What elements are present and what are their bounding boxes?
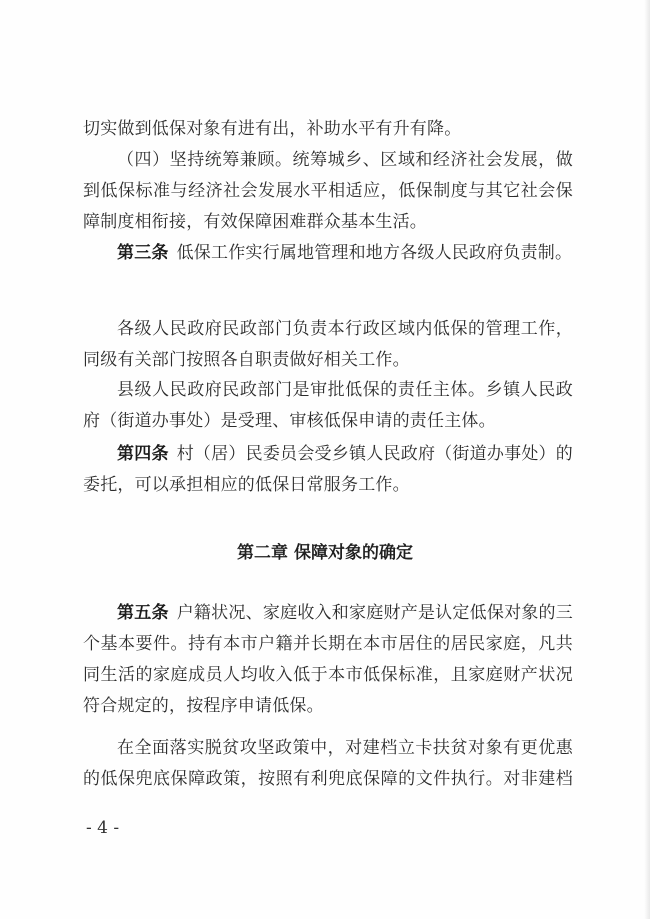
paragraph-1 (83, 114, 573, 145)
paragraph-text: 各级人民政府民政部门负责本行政区域内低保的管理工作，同级有关部门按照各自职责做好相关工作。 (83, 319, 573, 370)
article-text: 村（居）民委员会受乡镇人民政府（街道办事处）的委托，可以承担相应的低保日常服务工作。 (83, 444, 573, 495)
paragraph-2 (83, 145, 573, 238)
article-3 (83, 238, 573, 269)
article-text: 低保工作实行属地管理和地方各级人民政府负责制。 (176, 243, 573, 263)
paragraph-text: （四）坚持统筹兼顾。统筹城乡、区域和经济社会发展，做到低保标准与经济社会发展水平相适应，低保制度与其它社会保障制度相衔接，有效保障困难群众基本生活。 (83, 150, 573, 232)
paragraph-text: 切实做到低保对象有进有出，补助水平有升有降。 (83, 119, 462, 139)
article-text: 户籍状况、家庭收入和家庭财产是认定低保对象的三个基本要件。持有本市户籍并长期在本市居住的居民家庭，凡共同生活的家庭成员人均收入低于本市低保标准，且家庭财产状况符合规定的，按程序申请低保。 (83, 603, 573, 716)
scan-edge-shadow (644, 0, 650, 919)
article-4 (83, 439, 573, 501)
paragraph-5 (83, 375, 573, 437)
chapter-title: 第二章 保障对象的确定 (237, 543, 413, 563)
paragraph-8 (83, 733, 573, 795)
paragraph-text: 在全面落实脱贫攻坚政策中，对建档立卡扶贫对象有更优惠的低保兜底保障政策，按照有利兜底保障的文件执行。对非建档 (83, 738, 573, 789)
article-5 (83, 598, 573, 722)
page-number: - 4 - (86, 818, 120, 838)
article-number: 第五条 (117, 603, 169, 623)
paragraph-4 (83, 314, 573, 376)
article-number: 第三条 (117, 243, 169, 263)
paragraph-text: 县级人民政府民政部门是审批低保的责任主体。乡镇人民政府（街道办事处）是受理、审核低保申请的责任主体。 (83, 380, 573, 431)
article-number: 第四条 (117, 444, 169, 464)
